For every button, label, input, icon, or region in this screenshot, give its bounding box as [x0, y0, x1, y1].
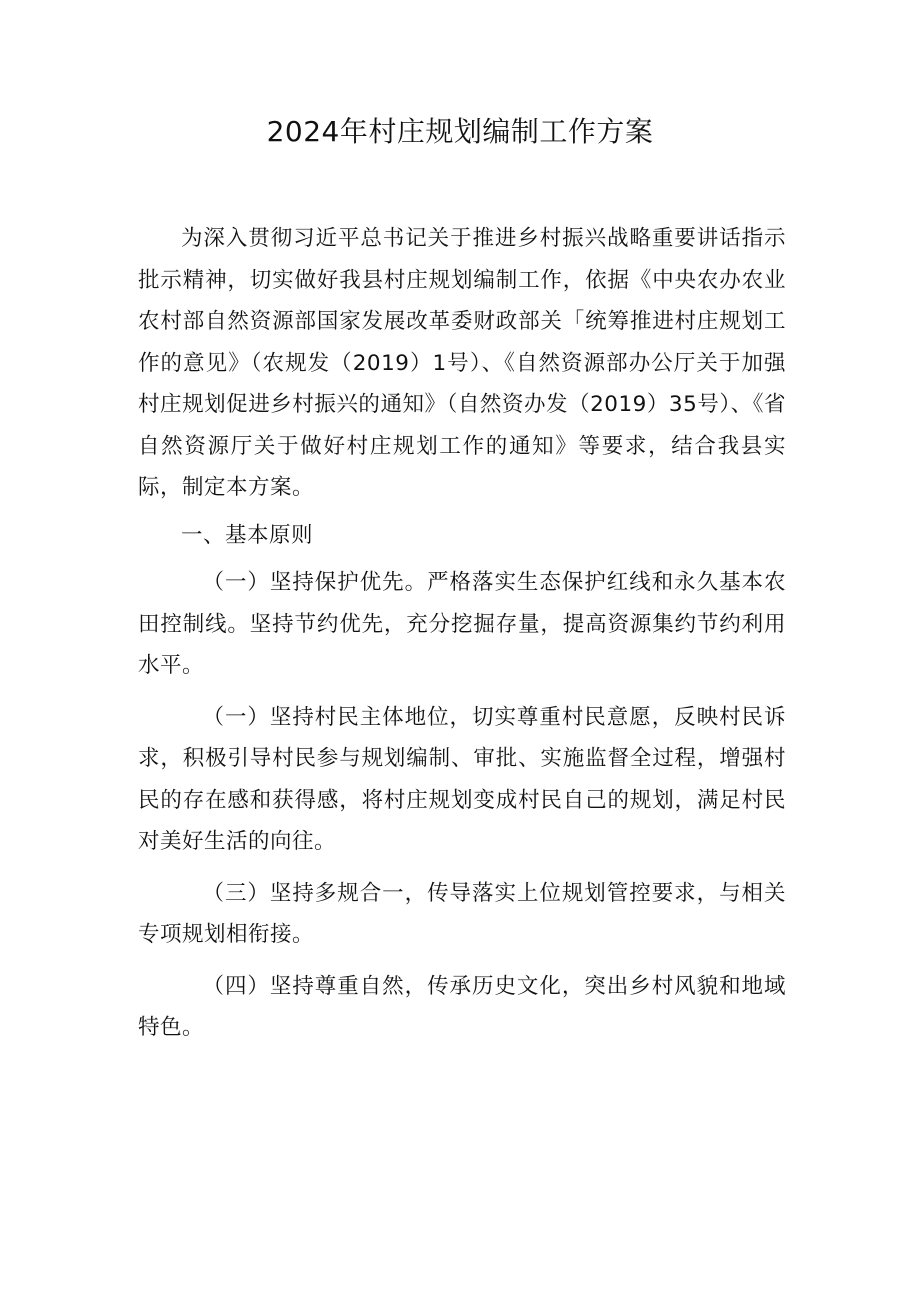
principle-2-paragraph: （一）坚持村民主体地位，切实尊重村民意愿，反映村民诉求，积极引导村民参与规划编制、审批、实施监督全过程，增强村民的存在感和获得感，将村庄规划变成村民自己的规划，满足村民对美好生活的向往。	[138, 704, 786, 854]
document-title: 2024年村庄规划编制工作方案	[266, 115, 654, 148]
intro-paragraph: 为深入贯彻习近平总书记关于推进乡村振兴战略重要讲话指示批示精神，切实做好我县村庄规划编制工作，依据《中央农办农业农村部自然资源部国家发展改革委财政部关「统筹推进村庄规划工作的意见》（农规发（2019）1号）、《自然资源部办公厅关于加强村庄规划促进乡村振兴的通知》（自然资办发（2019）35号）、《省自然资源厅关于做好村庄规划工作的通知》等要求，结合我县实际，制定本方案。	[138, 226, 786, 500]
section-heading-basic-principles: 一、基本原则	[181, 522, 314, 548]
principle-3-paragraph: （三）坚持多规合一，传导落实上位规划管控要求，与相关专项规划相衔接。	[138, 880, 786, 947]
principle-4-paragraph: （四）坚持尊重自然，传承历史文化，突出乡村风貌和地域特色。	[138, 973, 786, 1040]
document-body	[138, 218, 786, 1049]
principle-1-paragraph: （一）坚持保护优先。严格落实生态保护红线和永久基本农田控制线。坚持节约优先，充分挖掘存量，提高资源集约节约利用水平。	[138, 570, 786, 678]
